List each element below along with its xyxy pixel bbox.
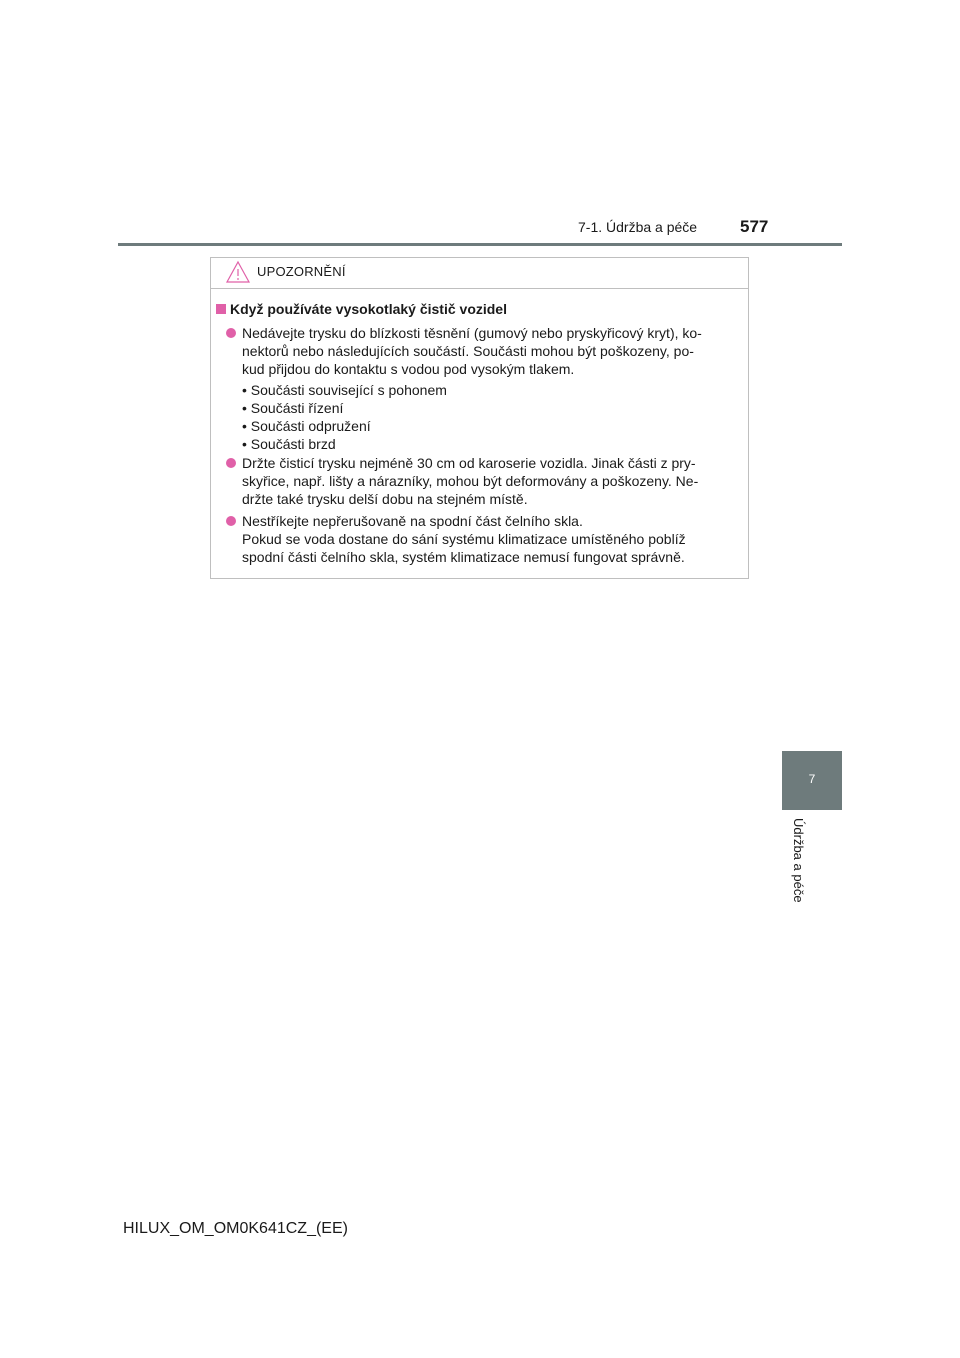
bullet-item-3 xyxy=(226,512,743,566)
caution-header xyxy=(211,258,748,289)
page-number: 577 xyxy=(740,217,769,236)
component-list-item: • Součásti související s pohonem xyxy=(242,382,447,398)
section-heading xyxy=(216,301,507,317)
component-list xyxy=(242,381,722,453)
document-code: HILUX_OM_OM0K641CZ_(EE) xyxy=(123,1220,348,1237)
caution-title: UPOZORNĚNÍ xyxy=(257,264,346,279)
bullet-2-line-2: skyřice, např. lišty a nárazníky, mohou být deformovány a poškozeny. Ne- xyxy=(242,473,699,489)
header-rule xyxy=(118,243,842,246)
warning-triangle-icon xyxy=(225,260,251,284)
bullet-3-line-1: Nestříkejte nepřerušovaně na spodní část čelního skla. xyxy=(242,513,583,529)
bullet-1-line-1: Nedávejte trysku do blízkosti těsnění (gumový nebo pryskyřicový kryt), ko- xyxy=(242,325,702,341)
circle-bullet-icon xyxy=(226,328,236,338)
bullet-item-1 xyxy=(226,324,743,378)
square-bullet-icon xyxy=(216,304,226,314)
bullet-1-line-3: kud přijdou do kontaktu s vodou pod vysokým tlakem. xyxy=(242,361,575,377)
bullet-3-line-3: spodní části čelního skla, systém klimatizace nemusí fungovat správně. xyxy=(242,549,685,565)
section-heading-text: Když používáte vysokotlaký čistič vozidel xyxy=(230,301,507,317)
circle-bullet-icon xyxy=(226,458,236,468)
bullet-1-line-2: nektorů nebo následujících součástí. Součásti mohou být poškozeny, po- xyxy=(242,343,694,359)
caution-box xyxy=(210,257,749,579)
chapter-tab[interactable] xyxy=(782,751,842,810)
component-list-item: • Součásti odpružení xyxy=(242,418,371,434)
chapter-label: Údržba a péče xyxy=(791,818,806,903)
header-section-title: 7-1. Údržba a péče xyxy=(578,219,698,235)
bullet-3-line-2: Pokud se voda dostane do sání systému klimatizace umístěného poblíž xyxy=(242,531,686,547)
bullet-2-line-1: Držte čisticí trysku nejméně 30 cm od karoserie vozidla. Jinak části z pry- xyxy=(242,455,696,471)
bullet-2-line-3: držte také trysku delší dobu na stejném místě. xyxy=(242,491,528,507)
circle-bullet-icon xyxy=(226,516,236,526)
chapter-number: 7 xyxy=(808,772,816,786)
bullet-item-2 xyxy=(226,454,743,508)
component-list-item: • Součásti brzd xyxy=(242,436,336,452)
component-list-item: • Součásti řízení xyxy=(242,400,344,416)
